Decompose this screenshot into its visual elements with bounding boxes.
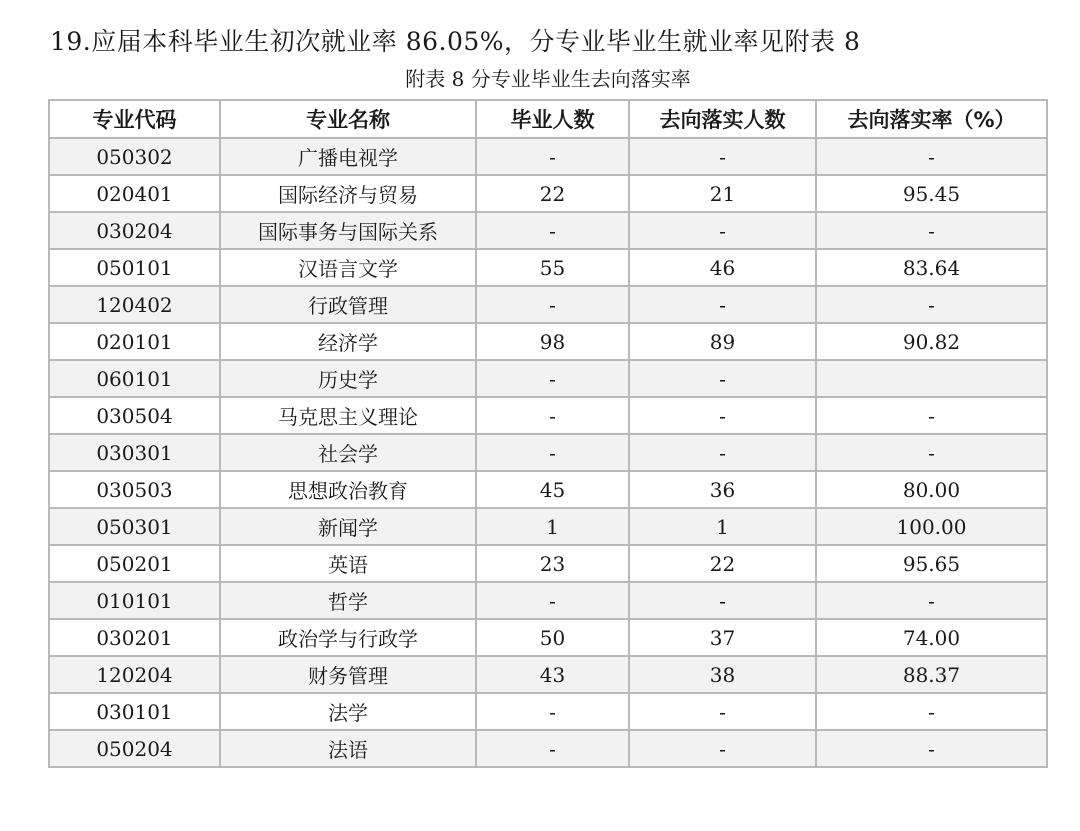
cell-placed-count: - [629, 582, 816, 619]
cell-graduate-count: 22 [476, 175, 629, 212]
cell-placed-count: 37 [629, 619, 816, 656]
cell-placement-rate: - [816, 138, 1047, 175]
table-row [49, 471, 1047, 508]
table-row [49, 138, 1047, 175]
cell-placement-rate: - [816, 693, 1047, 730]
cell-placed-count: 46 [629, 249, 816, 286]
cell-placed-count: - [629, 212, 816, 249]
table-header-row [49, 100, 1047, 138]
cell-placement-rate: - [816, 212, 1047, 249]
cell-major-name: 社会学 [220, 434, 476, 471]
cell-major-name: 广播电视学 [220, 138, 476, 175]
cell-placed-count: - [629, 397, 816, 434]
table-row [49, 545, 1047, 582]
cell-major-name: 行政管理 [220, 286, 476, 323]
cell-major-code: 060101 [49, 360, 220, 397]
header-placed-count: 去向落实人数 [629, 100, 816, 138]
cell-graduate-count: 98 [476, 323, 629, 360]
cell-major-code: 050204 [49, 730, 220, 767]
cell-placed-count: 36 [629, 471, 816, 508]
cell-graduate-count: 50 [476, 619, 629, 656]
table-row [49, 360, 1047, 397]
cell-placement-rate: 95.65 [816, 545, 1047, 582]
cell-placement-rate: 100.00 [816, 508, 1047, 545]
section-heading: 19.应届本科毕业生初次就业率 86.05%，分专业毕业生就业率见附表 8 [50, 27, 861, 56]
cell-major-code: 020401 [49, 175, 220, 212]
cell-major-code: 030204 [49, 212, 220, 249]
table-row [49, 434, 1047, 471]
cell-placed-count: 22 [629, 545, 816, 582]
cell-placement-rate: - [816, 730, 1047, 767]
table-row [49, 693, 1047, 730]
cell-graduate-count: - [476, 693, 629, 730]
cell-placement-rate: - [816, 434, 1047, 471]
cell-major-code: 030503 [49, 471, 220, 508]
cell-major-code: 120204 [49, 656, 220, 693]
cell-placement-rate: 90.82 [816, 323, 1047, 360]
cell-placement-rate: 83.64 [816, 249, 1047, 286]
cell-major-code: 050301 [49, 508, 220, 545]
table-row [49, 397, 1047, 434]
cell-placement-rate: 88.37 [816, 656, 1047, 693]
table-row [49, 656, 1047, 693]
cell-major-name: 哲学 [220, 582, 476, 619]
table-row [49, 730, 1047, 767]
cell-major-code: 030201 [49, 619, 220, 656]
cell-major-code: 120402 [49, 286, 220, 323]
cell-graduate-count: - [476, 360, 629, 397]
cell-major-name: 新闻学 [220, 508, 476, 545]
cell-graduate-count: 23 [476, 545, 629, 582]
cell-major-name: 英语 [220, 545, 476, 582]
cell-graduate-count: - [476, 138, 629, 175]
table-row [49, 175, 1047, 212]
cell-placement-rate: 80.00 [816, 471, 1047, 508]
cell-placement-rate: 74.00 [816, 619, 1047, 656]
cell-graduate-count: 55 [476, 249, 629, 286]
cell-major-name: 历史学 [220, 360, 476, 397]
cell-major-name: 政治学与行政学 [220, 619, 476, 656]
cell-major-name: 思想政治教育 [220, 471, 476, 508]
header-graduate-count: 毕业人数 [476, 100, 629, 138]
cell-placed-count: 21 [629, 175, 816, 212]
cell-placed-count: - [629, 360, 816, 397]
cell-placed-count: 1 [629, 508, 816, 545]
cell-major-name: 国际经济与贸易 [220, 175, 476, 212]
cell-graduate-count: - [476, 286, 629, 323]
cell-placement-rate: 95.45 [816, 175, 1047, 212]
cell-graduate-count: - [476, 397, 629, 434]
cell-major-code: 010101 [49, 582, 220, 619]
cell-major-code: 030101 [49, 693, 220, 730]
cell-placed-count: - [629, 693, 816, 730]
table-row [49, 249, 1047, 286]
cell-graduate-count: - [476, 582, 629, 619]
cell-placement-rate: - [816, 397, 1047, 434]
cell-graduate-count: - [476, 212, 629, 249]
cell-major-code: 050101 [49, 249, 220, 286]
cell-major-code: 030301 [49, 434, 220, 471]
cell-placed-count: - [629, 138, 816, 175]
cell-major-code: 030504 [49, 397, 220, 434]
table-row [49, 582, 1047, 619]
cell-placed-count: - [629, 730, 816, 767]
table-row [49, 619, 1047, 656]
cell-major-name: 财务管理 [220, 656, 476, 693]
cell-major-code: 050302 [49, 138, 220, 175]
header-placement-rate: 去向落实率（%） [816, 100, 1047, 138]
table-row [49, 323, 1047, 360]
table-row [49, 508, 1047, 545]
table-row [49, 286, 1047, 323]
cell-major-name: 法语 [220, 730, 476, 767]
cell-placed-count: - [629, 286, 816, 323]
cell-graduate-count: 1 [476, 508, 629, 545]
cell-major-name: 汉语言文学 [220, 249, 476, 286]
cell-placed-count: 89 [629, 323, 816, 360]
cell-graduate-count: 45 [476, 471, 629, 508]
cell-graduate-count: 43 [476, 656, 629, 693]
cell-placement-rate: - [816, 582, 1047, 619]
cell-major-name: 经济学 [220, 323, 476, 360]
cell-major-code: 020101 [49, 323, 220, 360]
cell-placement-rate: - [816, 286, 1047, 323]
cell-placement-rate [816, 360, 1047, 397]
cell-major-name: 国际事务与国际关系 [220, 212, 476, 249]
cell-placed-count: 38 [629, 656, 816, 693]
table-row [49, 212, 1047, 249]
cell-major-name: 法学 [220, 693, 476, 730]
employment-rate-table [48, 99, 1048, 768]
cell-major-code: 050201 [49, 545, 220, 582]
header-major-name: 专业名称 [220, 100, 476, 138]
header-major-code: 专业代码 [49, 100, 220, 138]
cell-major-name: 马克思主义理论 [220, 397, 476, 434]
cell-placed-count: - [629, 434, 816, 471]
table-caption: 附表 8 分专业毕业生去向落实率 [405, 67, 691, 91]
cell-graduate-count: - [476, 434, 629, 471]
cell-graduate-count: - [476, 730, 629, 767]
